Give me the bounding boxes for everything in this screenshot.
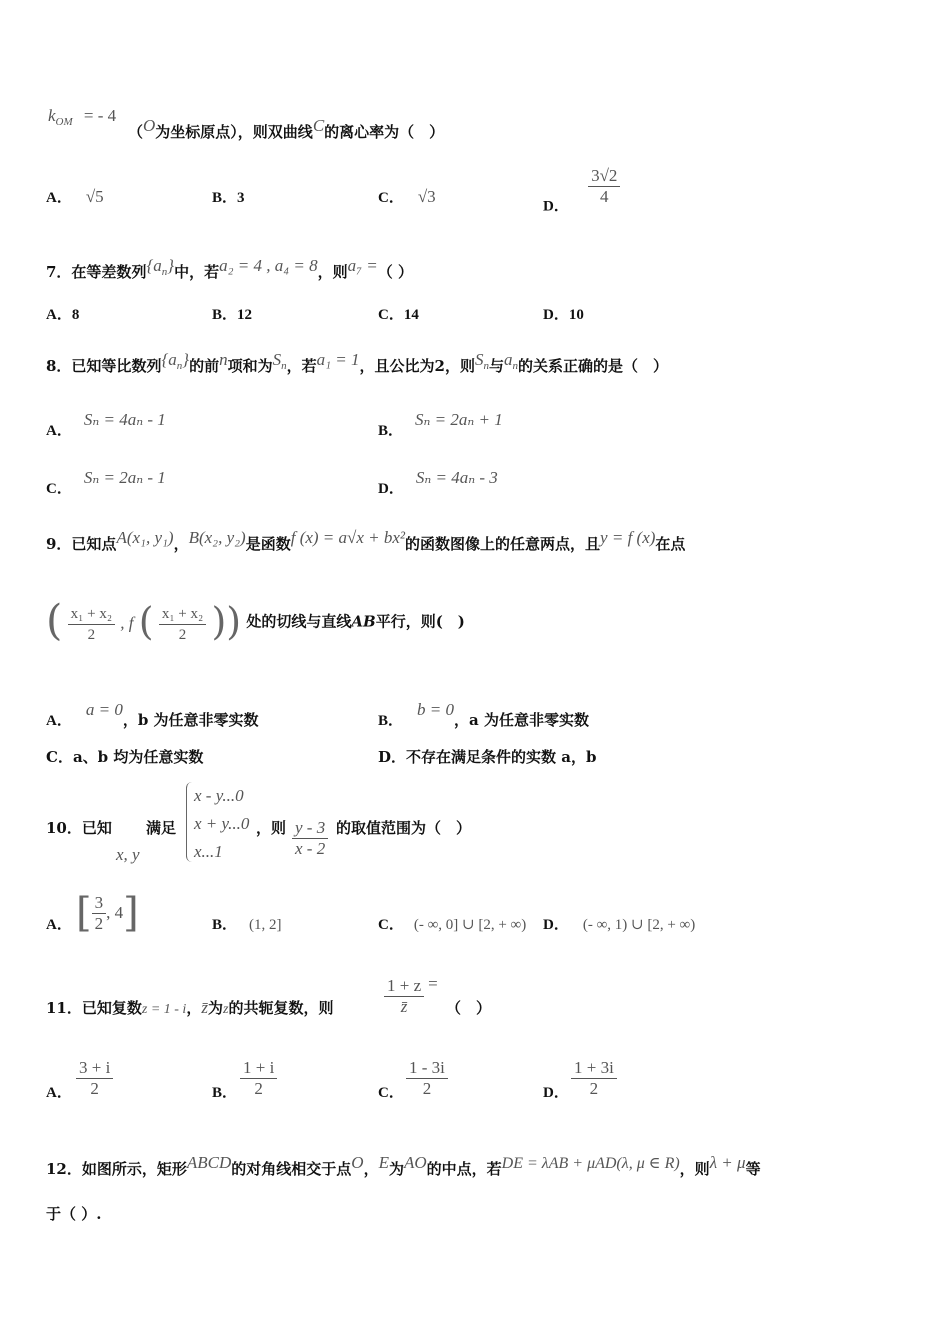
q11-option-d-value: $\frac{1 + 3i}{2}$: [571, 1058, 617, 1099]
q9-option-a: A．a = 0，b 为任意非零实数: [46, 700, 259, 729]
q11-option-a: A．: [46, 1085, 72, 1101]
q8-option-d: D．Sₙ = 4aₙ - 3: [378, 468, 498, 497]
q12-stem-line2: 于（ ）.: [46, 1205, 102, 1223]
q8-stem: 8．已知等比数列$\{a_n\}$的前n项和为$S_n$，若a₁ = 1，且公比为2，则$S_n$与$a_n$的关系正确的是（ ）: [46, 350, 668, 375]
q11-option-c-value: $\frac{1 - 3i}{2}$: [406, 1058, 448, 1099]
q10-option-d: D． (- ∞, 1) ∪ [2, + ∞): [543, 917, 696, 933]
q10-option-c: C． (- ∞, 0] ∪ [2, + ∞): [378, 917, 527, 933]
q11-option-c: C．: [378, 1085, 404, 1101]
q10-fraction: $\frac{y - 3}{x - 2}$: [292, 818, 328, 859]
q6-option-a: A． √5: [46, 187, 104, 206]
q11-stem-tail: （ ）: [446, 999, 492, 1017]
q6-option-d: D． $\frac{3√2}{4}$: [543, 166, 620, 217]
q10-stem-start: 10．已知: [46, 819, 112, 837]
q10-stem-rest: ，则: [256, 819, 287, 837]
q6-option-c: C． √3: [378, 187, 436, 206]
q9-option-b: B．b = 0，a 为任意非零实数: [378, 700, 589, 729]
q9-option-d: D．不存在满足条件的实数 a，b: [378, 748, 597, 766]
q8-option-b: B．Sₙ = 2aₙ + 1: [378, 410, 503, 439]
q10-option-a: A．: [46, 917, 72, 933]
q11-option-b-value: $\frac{1 + i}{2}$: [240, 1058, 277, 1099]
q8-option-a: A．Sₙ = 4aₙ - 1: [46, 410, 166, 439]
q7-option-c: C．14: [378, 307, 419, 323]
q11-stem: 11．已知复数z = 1 - i，z̄为z的共轭复数，则: [46, 998, 334, 1017]
q11-option-d: D．: [543, 1085, 569, 1101]
q7-option-d: D．10: [543, 307, 584, 323]
q9-stem: 9．已知点A(x₁, y₁)，B(x₂, y₂)是函数f (x) = a√x + bx²的函数图像上的任意两点，且y = f (x)在点: [46, 528, 686, 553]
q10-stem-tail: 的取值范围为（ ）: [336, 819, 472, 837]
q7-option-b: B．12: [212, 307, 253, 323]
q9-option-c: C．a、b 均为任意实数: [46, 748, 204, 766]
q6-option-b: B．3: [212, 190, 245, 206]
q6-stem: $k_{OM}$ = - 4: [48, 106, 117, 128]
q10-xy: x, y: [116, 845, 140, 864]
q7-option-a: A．8: [46, 307, 80, 323]
q10-option-a-value: [ $\frac{3}{2}$ , 4]: [76, 890, 139, 936]
q9-point-line: ( $\frac{\text{x₁ + x₂}}{2}$ , f ( $\frac{\text{x₁ + x₂}}{2}$ )) 处的切线与直线AB平行，则( ): [46, 595, 465, 645]
q10-system: x - y...0 x + y...0 x...1: [194, 786, 250, 861]
q10-option-b: B． (1, 2]: [212, 917, 282, 933]
q10-satisfy: 满足: [146, 819, 177, 837]
q7-stem: 7．在等差数列$\{a_n\}$中，若a₂ = 4 , a₄ = 8，则a₇ =（ ）: [46, 256, 413, 281]
q6-kom: $k_{OM}$: [48, 106, 73, 128]
q6-stem-text: （O为坐标原点），则双曲线C的离心率为（ ）: [128, 116, 445, 141]
q11-fraction: $\frac{1 + z}{z̄}$ =: [384, 974, 438, 1017]
q12-stem: 12．如图所示，矩形ABCD的对角线相交于点O，E为AO的中点，若DE = λAB + μAD(λ, μ ∈ R)，则λ + μ等: [46, 1153, 761, 1178]
q11-option-a-value: $\frac{3 + i}{2}$: [76, 1058, 113, 1099]
q11-option-b: B．: [212, 1085, 238, 1101]
q8-option-c: C．Sₙ = 2aₙ - 1: [46, 468, 166, 497]
